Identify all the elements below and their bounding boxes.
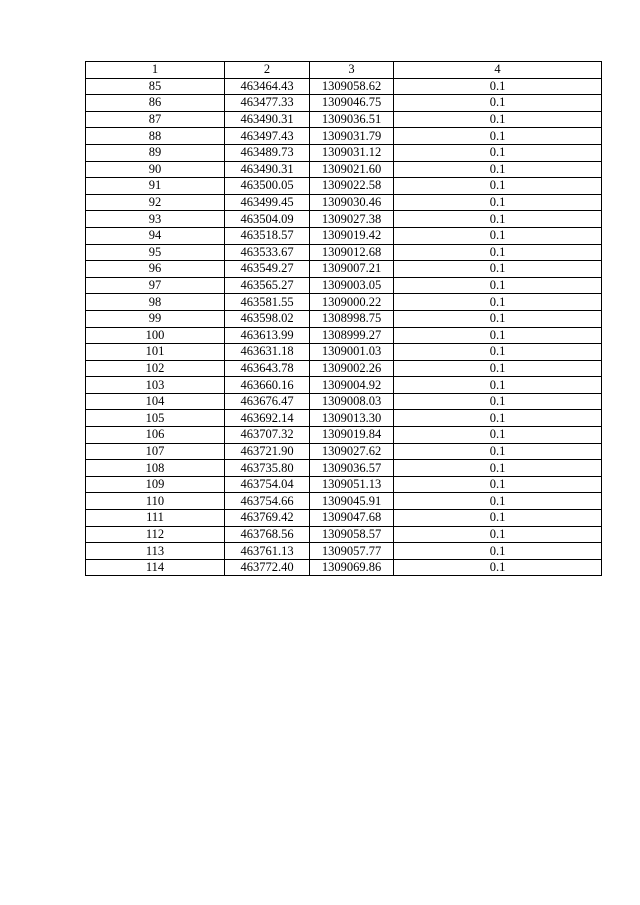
table-row — [86, 128, 602, 145]
table-cell: 463504.09 — [225, 211, 310, 228]
table-cell: 108 — [86, 460, 225, 477]
table-cell: 0.1 — [394, 493, 602, 510]
table-row — [86, 559, 602, 576]
table-cell: 0.1 — [394, 294, 602, 311]
table-cell: 463489.73 — [225, 144, 310, 161]
table-cell: 0.1 — [394, 344, 602, 361]
table-cell: 114 — [86, 559, 225, 576]
table-cell: 463631.18 — [225, 344, 310, 361]
table-cell: 99 — [86, 310, 225, 327]
table-cell: 0.1 — [394, 360, 602, 377]
table-row — [86, 144, 602, 161]
table-cell: 90 — [86, 161, 225, 178]
table-cell: 102 — [86, 360, 225, 377]
table-cell: 0.1 — [394, 476, 602, 493]
table-cell: 463581.55 — [225, 294, 310, 311]
table-cell: 1309019.84 — [310, 427, 394, 444]
table-cell: 0.1 — [394, 95, 602, 112]
table-cell: 463565.27 — [225, 277, 310, 294]
table-row — [86, 460, 602, 477]
table-cell: 463598.02 — [225, 310, 310, 327]
table-cell: 0.1 — [394, 277, 602, 294]
table-cell: 87 — [86, 111, 225, 128]
table-cell: 1309008.03 — [310, 393, 394, 410]
table-cell: 107 — [86, 443, 225, 460]
table-cell: 0.1 — [394, 128, 602, 145]
table-row — [86, 410, 602, 427]
table-cell: 463499.45 — [225, 194, 310, 211]
table-cell: 0.1 — [394, 543, 602, 560]
table-cell: 1308998.75 — [310, 310, 394, 327]
table-cell: 463613.99 — [225, 327, 310, 344]
table-cell: 1309027.62 — [310, 443, 394, 460]
table-cell: 463692.14 — [225, 410, 310, 427]
table-cell: 103 — [86, 377, 225, 394]
table-cell: 109 — [86, 476, 225, 493]
table-cell: 95 — [86, 244, 225, 261]
table-cell: 1309031.79 — [310, 128, 394, 145]
table-cell: 1309002.26 — [310, 360, 394, 377]
table-cell: 463500.05 — [225, 178, 310, 195]
table-cell: 0.1 — [394, 443, 602, 460]
table-cell: 1309030.46 — [310, 194, 394, 211]
table-cell: 91 — [86, 178, 225, 195]
coordinates-table — [85, 61, 602, 576]
table-cell: 463477.33 — [225, 95, 310, 112]
table-cell: 463769.42 — [225, 510, 310, 527]
table-cell: 0.1 — [394, 427, 602, 444]
table-cell: 113 — [86, 543, 225, 560]
table-body — [86, 78, 602, 576]
table-cell: 463735.80 — [225, 460, 310, 477]
table-cell: 1308999.27 — [310, 327, 394, 344]
table-cell: 463518.57 — [225, 227, 310, 244]
table-row — [86, 543, 602, 560]
table-cell: 96 — [86, 261, 225, 278]
table-cell: 1309057.77 — [310, 543, 394, 560]
table-row — [86, 393, 602, 410]
table-cell: 1309047.68 — [310, 510, 394, 527]
table-cell: 89 — [86, 144, 225, 161]
header-row — [86, 62, 602, 79]
table-row — [86, 294, 602, 311]
table-cell: 463754.66 — [225, 493, 310, 510]
table-row — [86, 360, 602, 377]
table-row — [86, 310, 602, 327]
table-cell: 1309031.12 — [310, 144, 394, 161]
table-cell: 1309021.60 — [310, 161, 394, 178]
table-cell: 1309058.62 — [310, 78, 394, 95]
header-cell-3: 3 — [310, 62, 394, 79]
table-cell: 463660.16 — [225, 377, 310, 394]
table-cell: 92 — [86, 194, 225, 211]
table-cell: 463676.47 — [225, 393, 310, 410]
table-cell: 0.1 — [394, 526, 602, 543]
table-cell: 463754.04 — [225, 476, 310, 493]
table-cell: 0.1 — [394, 244, 602, 261]
table-cell: 0.1 — [394, 310, 602, 327]
table-cell: 0.1 — [394, 211, 602, 228]
table-cell: 1309046.75 — [310, 95, 394, 112]
table-cell: 1309069.86 — [310, 559, 394, 576]
table-cell: 94 — [86, 227, 225, 244]
table-cell: 111 — [86, 510, 225, 527]
table-cell: 463761.13 — [225, 543, 310, 560]
table-row — [86, 161, 602, 178]
table-cell: 1309036.51 — [310, 111, 394, 128]
table-row — [86, 194, 602, 211]
table-cell: 463497.43 — [225, 128, 310, 145]
header-cell-4: 4 — [394, 62, 602, 79]
table-row — [86, 244, 602, 261]
table-row — [86, 327, 602, 344]
table-cell: 1309036.57 — [310, 460, 394, 477]
table-cell: 1309027.38 — [310, 211, 394, 228]
table-cell: 0.1 — [394, 327, 602, 344]
table-cell: 1309004.92 — [310, 377, 394, 394]
table-cell: 463533.67 — [225, 244, 310, 261]
table-cell: 463490.31 — [225, 161, 310, 178]
table-row — [86, 95, 602, 112]
table-cell: 85 — [86, 78, 225, 95]
table-cell: 0.1 — [394, 559, 602, 576]
table-cell: 0.1 — [394, 194, 602, 211]
table-cell: 1309000.22 — [310, 294, 394, 311]
table-cell: 0.1 — [394, 78, 602, 95]
table-row — [86, 427, 602, 444]
table-cell: 463490.31 — [225, 111, 310, 128]
table-cell: 1309022.58 — [310, 178, 394, 195]
table-cell: 1309007.21 — [310, 261, 394, 278]
table-cell: 1309013.30 — [310, 410, 394, 427]
header-cell-2: 2 — [225, 62, 310, 79]
table-cell: 1309001.03 — [310, 344, 394, 361]
table-cell: 0.1 — [394, 161, 602, 178]
table-cell: 1309003.05 — [310, 277, 394, 294]
table-cell: 0.1 — [394, 393, 602, 410]
table-cell: 112 — [86, 526, 225, 543]
table-cell: 105 — [86, 410, 225, 427]
table-cell: 86 — [86, 95, 225, 112]
table-cell: 1309045.91 — [310, 493, 394, 510]
table-row — [86, 443, 602, 460]
table-row — [86, 526, 602, 543]
table-cell: 98 — [86, 294, 225, 311]
table-cell: 97 — [86, 277, 225, 294]
table-cell: 463772.40 — [225, 559, 310, 576]
table-cell: 463549.27 — [225, 261, 310, 278]
table-cell: 0.1 — [394, 227, 602, 244]
table-cell: 463768.56 — [225, 526, 310, 543]
table-cell: 0.1 — [394, 178, 602, 195]
table-cell: 106 — [86, 427, 225, 444]
table-cell: 101 — [86, 344, 225, 361]
table-header — [86, 62, 602, 79]
table-cell: 463707.32 — [225, 427, 310, 444]
header-cell-1: 1 — [86, 62, 225, 79]
table-cell: 104 — [86, 393, 225, 410]
table-cell: 88 — [86, 128, 225, 145]
table-cell: 100 — [86, 327, 225, 344]
table-row — [86, 344, 602, 361]
table-cell: 463643.78 — [225, 360, 310, 377]
table-cell: 0.1 — [394, 144, 602, 161]
table-row — [86, 510, 602, 527]
table-row — [86, 211, 602, 228]
table-cell: 0.1 — [394, 460, 602, 477]
table-row — [86, 78, 602, 95]
table-cell: 463721.90 — [225, 443, 310, 460]
table-row — [86, 227, 602, 244]
table-row — [86, 261, 602, 278]
table-row — [86, 178, 602, 195]
table-row — [86, 377, 602, 394]
table-cell: 0.1 — [394, 261, 602, 278]
table-row — [86, 493, 602, 510]
table-row — [86, 277, 602, 294]
table-cell: 1309051.13 — [310, 476, 394, 493]
table-cell: 0.1 — [394, 111, 602, 128]
table-cell: 93 — [86, 211, 225, 228]
table-cell: 0.1 — [394, 377, 602, 394]
table-cell: 463464.43 — [225, 78, 310, 95]
table-cell: 1309058.57 — [310, 526, 394, 543]
table-cell: 1309012.68 — [310, 244, 394, 261]
table-cell: 0.1 — [394, 410, 602, 427]
table-cell: 110 — [86, 493, 225, 510]
table-cell: 0.1 — [394, 510, 602, 527]
table-row — [86, 476, 602, 493]
table-cell: 1309019.42 — [310, 227, 394, 244]
table-row — [86, 111, 602, 128]
